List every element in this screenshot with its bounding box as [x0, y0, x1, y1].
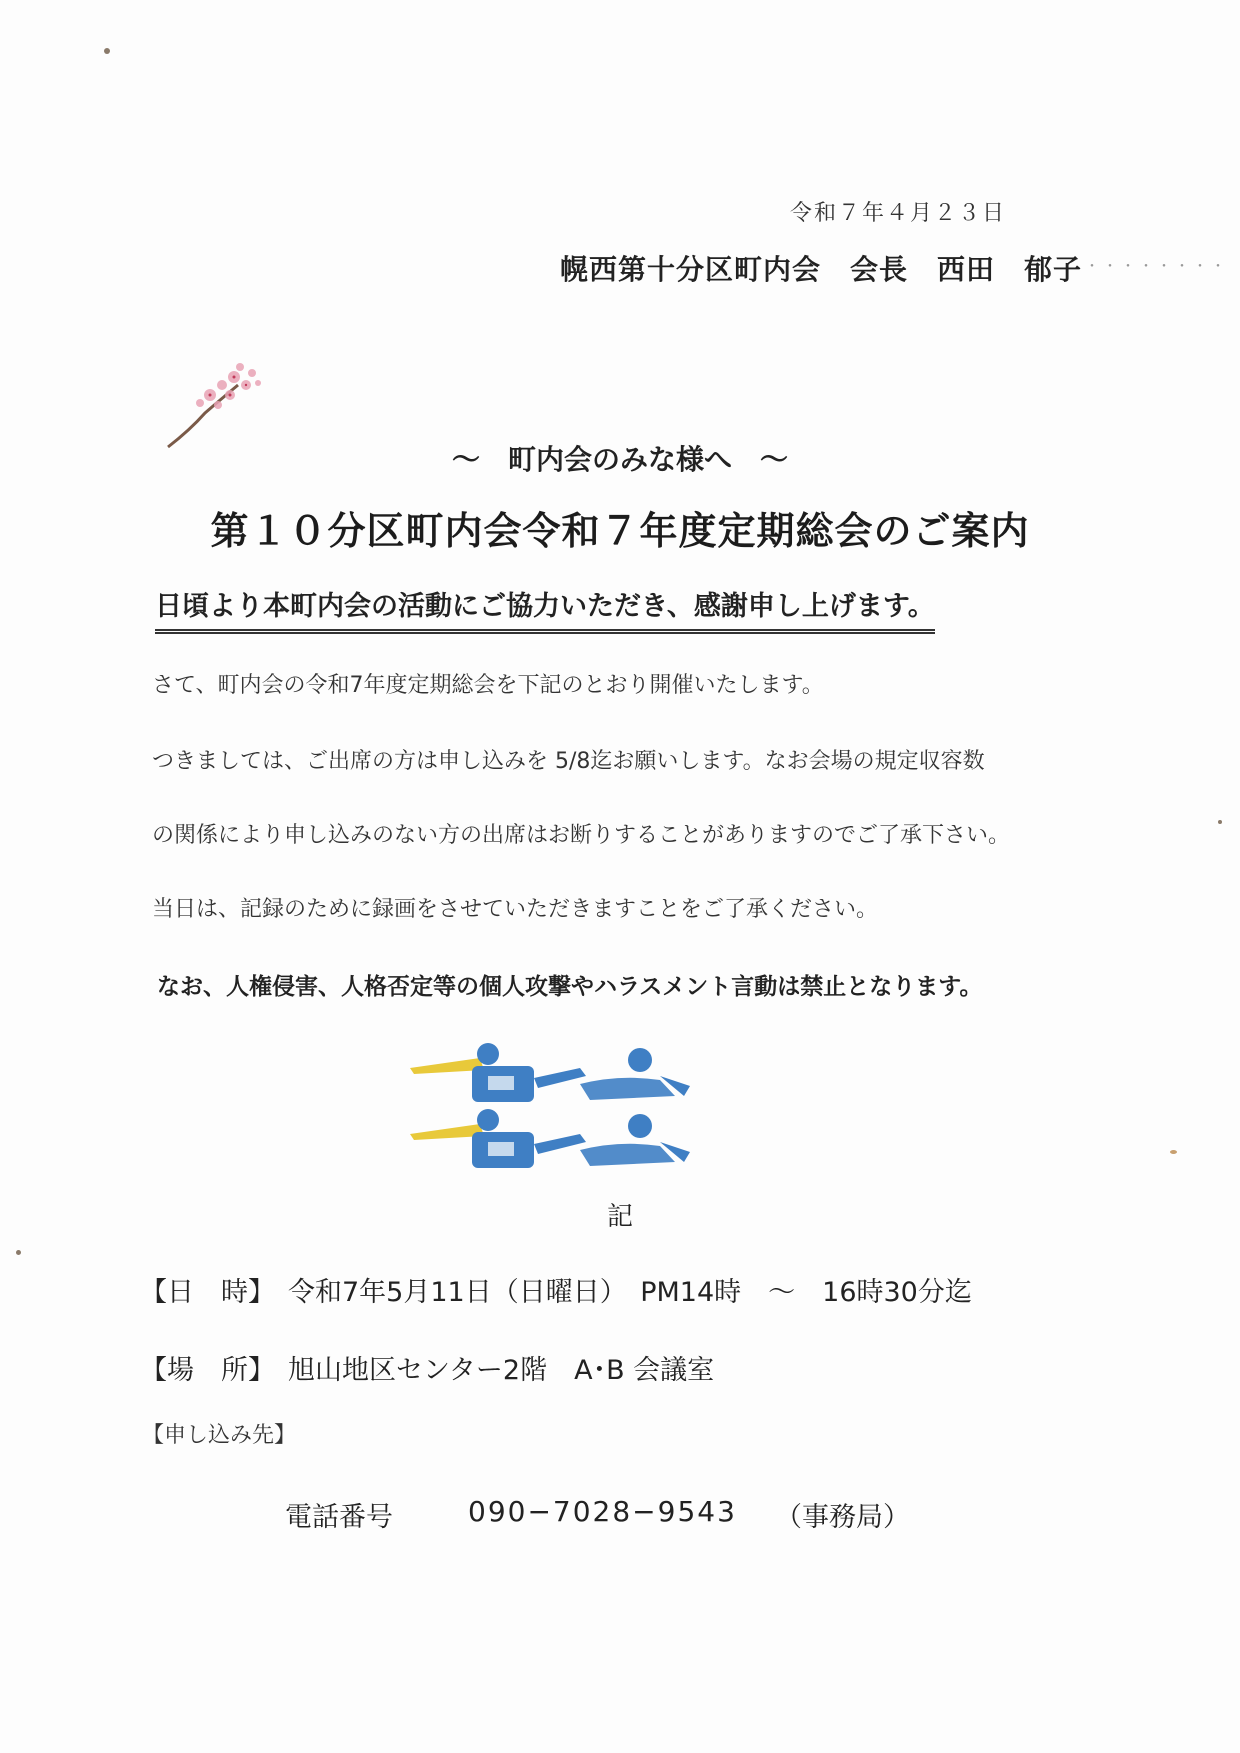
apply-label: 【申し込み先】 [142, 1423, 297, 1448]
body-paragraph-4: 当日は、記録のために録画をさせていただきますことをご了承ください。 [152, 897, 879, 922]
phone-label: 電話番号 [285, 1502, 393, 1533]
greeting-heading: ～ 町内会のみな様へ ～ [451, 443, 788, 476]
scan-speck [16, 1250, 21, 1255]
ki-heading: 記 [606, 1202, 633, 1232]
datetime-value: 令和7年5月11日（日曜日） PM14時 ～ 16時30分迄 [288, 1277, 972, 1308]
phone-number: 090−7028−9543 [468, 1495, 737, 1528]
body-paragraph-3: の関係により申し込みのない方の出席はお断りすることがありますのでご了承下さい。 [152, 823, 1011, 848]
datetime-label: 【日 時】 [140, 1277, 275, 1308]
illustration-row-1 [410, 1043, 690, 1102]
place-value: 旭山地区センター2階 A･B 会議室 [288, 1355, 715, 1386]
scan-speck [104, 48, 110, 54]
scan-speck [1170, 1150, 1177, 1154]
thanks-line: 日頃より本町内会の活動にご協力いただき、感謝申し上げます。 [155, 584, 935, 634]
harassment-notice: なお、人権侵害、人格否定等の個人攻撃やハラスメント言動は禁止となります。 [157, 974, 983, 1000]
place-label: 【場 所】 [140, 1355, 275, 1386]
illustration-row-2 [410, 1109, 690, 1168]
sender-name: 幌西第十分区町内会 会長 西田 郁子 [560, 253, 1083, 286]
body-paragraph-2: つきましては、ご出席の方は申し込みを 5/8迄お願いします。なお会場の規定収容数 [152, 749, 985, 774]
document-date: 令和７年４月２３日 [790, 201, 1007, 226]
scan-speck [1218, 820, 1222, 824]
office-label: （事務局） [775, 1502, 910, 1533]
harassment-illustration-icon [410, 1040, 720, 1170]
page-title: 第１０分区町内会令和７年度定期総会のご案内 [210, 509, 1030, 553]
body-paragraph-1: さて、町内会の令和7年度定期総会を下記のとおり開催いたします。 [152, 673, 824, 698]
dotted-leader: ・・・・・・・・ [1085, 259, 1229, 275]
